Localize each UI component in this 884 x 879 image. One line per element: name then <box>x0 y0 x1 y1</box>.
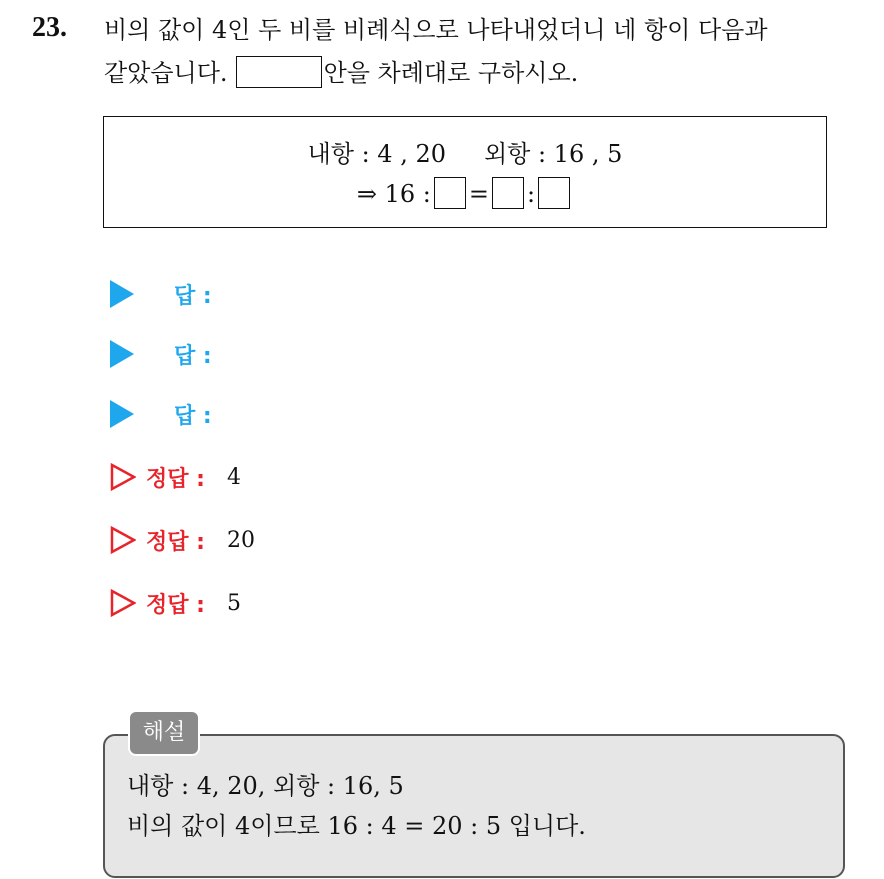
filled-triangle-icon <box>110 280 134 308</box>
answer-label: 답 : <box>174 403 212 429</box>
filled-triangle-icon <box>110 340 134 368</box>
correct-answer-1 <box>110 461 241 493</box>
outer-terms: 외항 : 16 , 5 <box>484 140 623 168</box>
question-text-line-2-start: 같았습니다. <box>104 59 228 87</box>
question-number: 23. <box>32 12 67 43</box>
blank-placeholder-box <box>236 56 322 88</box>
given-conditions-box <box>103 116 827 228</box>
equals-sign: = <box>468 180 489 208</box>
correct-answer-value: 20 <box>226 527 255 553</box>
question-text-line-2-end: 안을 차례대로 구하시오. <box>323 59 579 87</box>
outline-triangle-icon <box>110 526 136 554</box>
correct-answer-label: 정답 : <box>146 529 205 555</box>
question-text-line-2 <box>104 56 578 89</box>
blank-box-3 <box>538 177 570 209</box>
explanation-line-2: 비의 값이 4이므로 16 : 4 = 20 : 5 입니다. <box>127 812 586 840</box>
explanation-line-1: 내항 : 4, 20, 외항 : 16, 5 <box>127 772 404 800</box>
correct-answer-2 <box>110 524 255 556</box>
explanation-box <box>103 734 845 878</box>
question-text-line-1: 비의 값이 4인 두 비를 비례식으로 나타내었더니 네 항이 다음과 <box>104 16 768 44</box>
given-terms-row <box>104 139 826 169</box>
correct-answer-label: 정답 : <box>146 466 205 492</box>
answer-label: 답 : <box>174 283 212 309</box>
explanation-tag: 해설 <box>128 710 200 756</box>
correct-answer-value: 4 <box>226 464 241 490</box>
colon-sign: : <box>527 180 536 208</box>
filled-triangle-icon <box>110 400 134 428</box>
answer-field-2[interactable] <box>110 338 212 370</box>
equation-lead: ⇒ 16 : <box>356 180 431 208</box>
answer-field-3[interactable] <box>110 398 212 430</box>
answer-field-1[interactable] <box>110 278 212 310</box>
blank-box-1 <box>434 177 466 209</box>
answer-label: 답 : <box>174 343 212 369</box>
correct-answer-3 <box>110 587 241 619</box>
outline-triangle-icon <box>110 463 136 491</box>
proportion-equation-row <box>104 177 826 209</box>
blank-box-2 <box>492 177 524 209</box>
correct-answer-value: 5 <box>226 590 241 616</box>
outline-triangle-icon <box>110 589 136 617</box>
correct-answer-label: 정답 : <box>146 592 205 618</box>
inner-terms: 내항 : 4 , 20 <box>307 140 446 168</box>
